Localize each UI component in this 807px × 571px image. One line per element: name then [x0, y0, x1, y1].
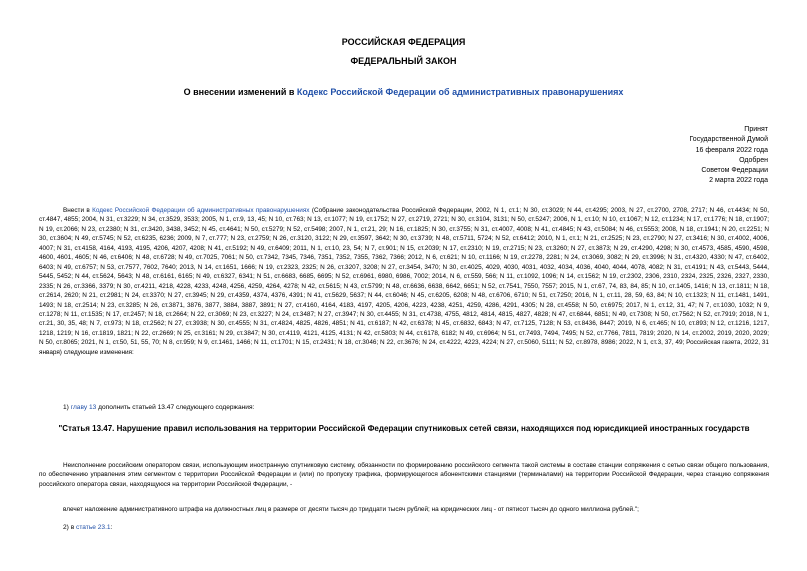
item-1-text: дополнить статьей 13.47 следующего содержания: — [96, 404, 255, 411]
accepted-label: Принят — [744, 126, 768, 133]
article-penalty-paragraph: влечет наложение административного штрафа на должностных лиц в размере от десяти тысяч до тридцати тысяч рублей; на юридических лиц - от пятисот тысяч до одного миллиона рублей."; — [63, 506, 639, 513]
article-23-1-link[interactable]: статье 23.1 — [76, 524, 111, 531]
law-title-prefix: О внесении изменений в — [183, 87, 297, 97]
intro-prefix: Внести в — [63, 207, 93, 214]
amendment-item-1 — [63, 404, 254, 411]
law-title — [0, 87, 807, 97]
intro-text: (Собрание законодательства Российской Федерации, 2002, N 1, ст.1; N 30, ст.3029; N 44, ст.4295; 2003, N 27, ст.2700, 2708, 2717; N 46, ст.4434; N 50, ст.4847, 4855; 2004, N 31, ст.3229; N 34, ст.3529, 3533; 2005, N 1, ст.9, 13, 45; N 10, ст.763; N 13, ст.1077; N 19, ст.1752; N 27, ст.2719, 2721; N 30, ст.3104, 3131; N 50, ст.5247; 2006, N 1, ст.10; N 10, ст.1067; N 12, ст.1234; N 17, ст.1776; N 18, ст.1907; N 19, ст.2066; N 23, ст.2380; N 31, ст.3420, 3438, 3452; N 45, ст.4641; N 50, ст.5279; N 52, ст.5498; 2007, N 1, ст.21, 29; N 16, ст.1825; N 30, ст.3755; N 31, ст.4007, 4008; N 41, ст.4845; N 43, ст.5084; N 46, ст.5553; 2008, N 18, ст.1941; N 20, ст.2251; N 30, ст.3604; N 49, ст.5745; N 52, ст.6235, 6236; 2009, N 7, ст.777; N 23, ст.2759; N 26, ст.3120, 3122; N 29, ст.3597, 3642; N 30, ст.3739; N 48, ст.5711, 5724; N 52, ст.6412; 2010, N 1, ст.1; N 21, ст.2525; N 23, ст.2790; N 27, ст.3416; N 30, ст.4002, 4006, 4007; N 31, ст.4158, 4164, 4193, 4195, 4206, 4207, 4208; N 41, ст.5192; N 49, ст.6409; 2011, N 1, ст.10, 23, 54; N 7, ст.901; N 15, ст.2039; N 17, ст.2310; N 19, ст.2715; N 23, ст.3260; N 27, ст.3873; N 29, ст.4290, 4298; N 30, ст.4573, 4585, 4590, 4598, 4600, 4601, 4605; N 46, ст.6406; N 48, ст.6728; N 49, ст.7025, 7061; N 50, ст.7342, 7345, 7346, 7351, 7352, 7355, 7362, 7366; 2012, N 6, ст.621; N 10, ст.1166; N 19, ст.2278, 2281; N 24, ст.3069, 3082; N 29, ст.3996; N 31, ст.4320, 4330; N 47, ст.6402, 6403; N 49, ст.6757; N 53, ст.7577, 7602, 7640; 2013, N 14, ст.1651, 1666; N 19, ст.2323, 2325; N 26, ст.3207, 3208; N 27, ст.3454, 3470; N 30, ст.4025, 4029, 4030, 4031, 4032, 4034, 4036, 4040, 4044, 4078, 4082; N 31, ст.4191; N 43, ст.5443, 5444, 5445, 5452; N 44, ст.5624, 5643; N 48, ст.6161, 6165; N 49, ст.6327, 6341; N 51, ст.6683, 6685, 6695; N 52, ст.6961, 6980, 6986, 7002; 2014, N 6, ст.559, 566; N 11, ст.1092, 1096; N 14, ст.1562; N 19, ст.2302, 2306, 2310, 2324, 2325, 2326, 2327, 2330, 2335; N 26, ст.3366, 3379; N 30, ст.4211, 4218, 4228, 4233, 4248, 4256, 4259, 4264, 4278; N 42, ст.5615; N 43, ст.5799; N 48, ст.6636, 6638, 6642, 6651; N 52, ст.7541, 7550, 7557; 2015, N 1, ст.67, 74, 83, 84, 85; N 10, ст.1405, 1416; N 13, ст.1811; N 18, ст.2614, 2620; N 21, ст.2981; N 24, ст.3370; N 27, ст.3945; N 29, ст.4359, 4374, 4376, 4391; N 41, ст.5629, 5637; N 44, ст.6046; N 45, ст.6205, 6208; N 48, ст.6706, 6710; N 51, ст.7250; 2016, N 1, ст.11, 28, 59, 63, 84; N 10, ст.1323; N 11, ст.1481, 1491, 1493; N 18, ст.2514; N 23, ст.3285; N 26, ст.3871, 3876, 3877, 3884, 3887, 3891; N 27, ст.4160, 4164, 4183, 4197, 4205, 4206, 4223, 4238, 4251, 4259, 4286, 4291, 4305; N 28, ст.4558; N 50, ст.6975; 2017, N 1, ст.12, 31, 47; N 7, ст.1030, 1032; N 9, ст.1278; N 11, ст.1535; N 17, ст.2457; N 18, ст.2664; N 22, ст.3069; N 23, ст.3227; N 24, ст.3487; N 27, ст.3947; N 30, ст.4455; N 31, ст.4738, 4755, 4812, 4814, 4815, 4827, 4828; N 47, ст.6844, 6851; N 49, ст.7308; N 50, ст.7562; N 52, ст.7919; 2018, N 1, ст.21, 30, 35, 48; N 7, ст.973; N 18, ст.2562; N 27, ст.3938; N 30, ст.4555; N 31, ст.4824, 4825, 4826, 4851; N 41, ст.6187; N 42, ст.6378; N 45, ст.6832, 6843; N 47, ст.7125, 7128; N 53, ст.8436, 8447; 2019, N 6, ст.465; N 10, ст.893; N 12, ст.1216, 1217, 1218, 1219; N 16, ст.1819, 1821; N 22, ст.2669; N 25, ст.3161; N 29, ст.3847; N 30, ст.4119, 4121, 4125, 4131; N 42, ст.5803; N 44, ст.6178, 6182; N 49, ст.6964; N 51, ст.7493, 7494, 7495; N 52, ст.7766, 7811, 7819; 2020, N 14, ст.2002, 2019, 2020, 2029; N 50, ст.8065; 2021, N 1, ст.50, 51, 55, 70; N 8, ст.959; N 9, ст.1461, 1466; N 11, ст.1701; N 15, ст.2431; N 18, ст.3046; N 22, ст.3676; N 24, ст.4222, 4223, 4224; N 27, ст.5060, 5111; N 52, ст.8978, 8986; 2022, N 1, ст.3, 37, 49; Российская газета, 2022, 31 января) следующие изменения: — [39, 207, 769, 356]
approved-date: 2 марта 2022 года — [709, 177, 768, 185]
accepted-date: 16 февраля 2022 года — [695, 146, 768, 154]
chapter-13-link[interactable]: главу 13 — [70, 404, 97, 411]
approved-by: Советом Федерации — [701, 167, 768, 175]
accepted-by: Государственной Думой — [689, 136, 768, 144]
article-title: "Статья 13.47. Нарушение правил использования на территории Российской Федерации спутниковых сетей связи, находящихся под юрисдикцией иностранных государств — [58, 424, 750, 433]
code-link[interactable]: Кодекс Российской Федерации об административных правонарушениях — [296, 87, 624, 97]
item-2-number: 2) в — [63, 524, 77, 531]
intro-paragraph — [39, 206, 769, 357]
country-heading: РОССИЙСКАЯ ФЕДЕРАЦИЯ — [341, 37, 466, 47]
approved-label: Одобрен — [739, 156, 768, 164]
law-type-heading: ФЕДЕРАЛЬНЫЙ ЗАКОН — [350, 56, 457, 66]
item-2-text: : — [110, 524, 113, 531]
adoption-block — [689, 125, 768, 187]
intro-code-link[interactable]: Кодекс Российской Федерации об административных правонарушениях — [92, 207, 310, 214]
item-1-number: 1) — [63, 404, 71, 411]
amendment-item-2 — [63, 524, 112, 531]
article-body-paragraph: Неисполнение российским оператором связи, использующим иностранную спутниковую систему, обязанности по формированию российского сегмента такой системы в составе станции сопряжения с сетью связи общего пользования, по обеспечению управления этим сегментом с территории Российской Федерации и (или) по пропуску трафика, формирующегося абонентскими станциями (терминалами) на территории Российской Федерации, через станцию сопряжения российского оператора связи, находящуюся на территории Российской Федерации, - — [39, 462, 769, 488]
